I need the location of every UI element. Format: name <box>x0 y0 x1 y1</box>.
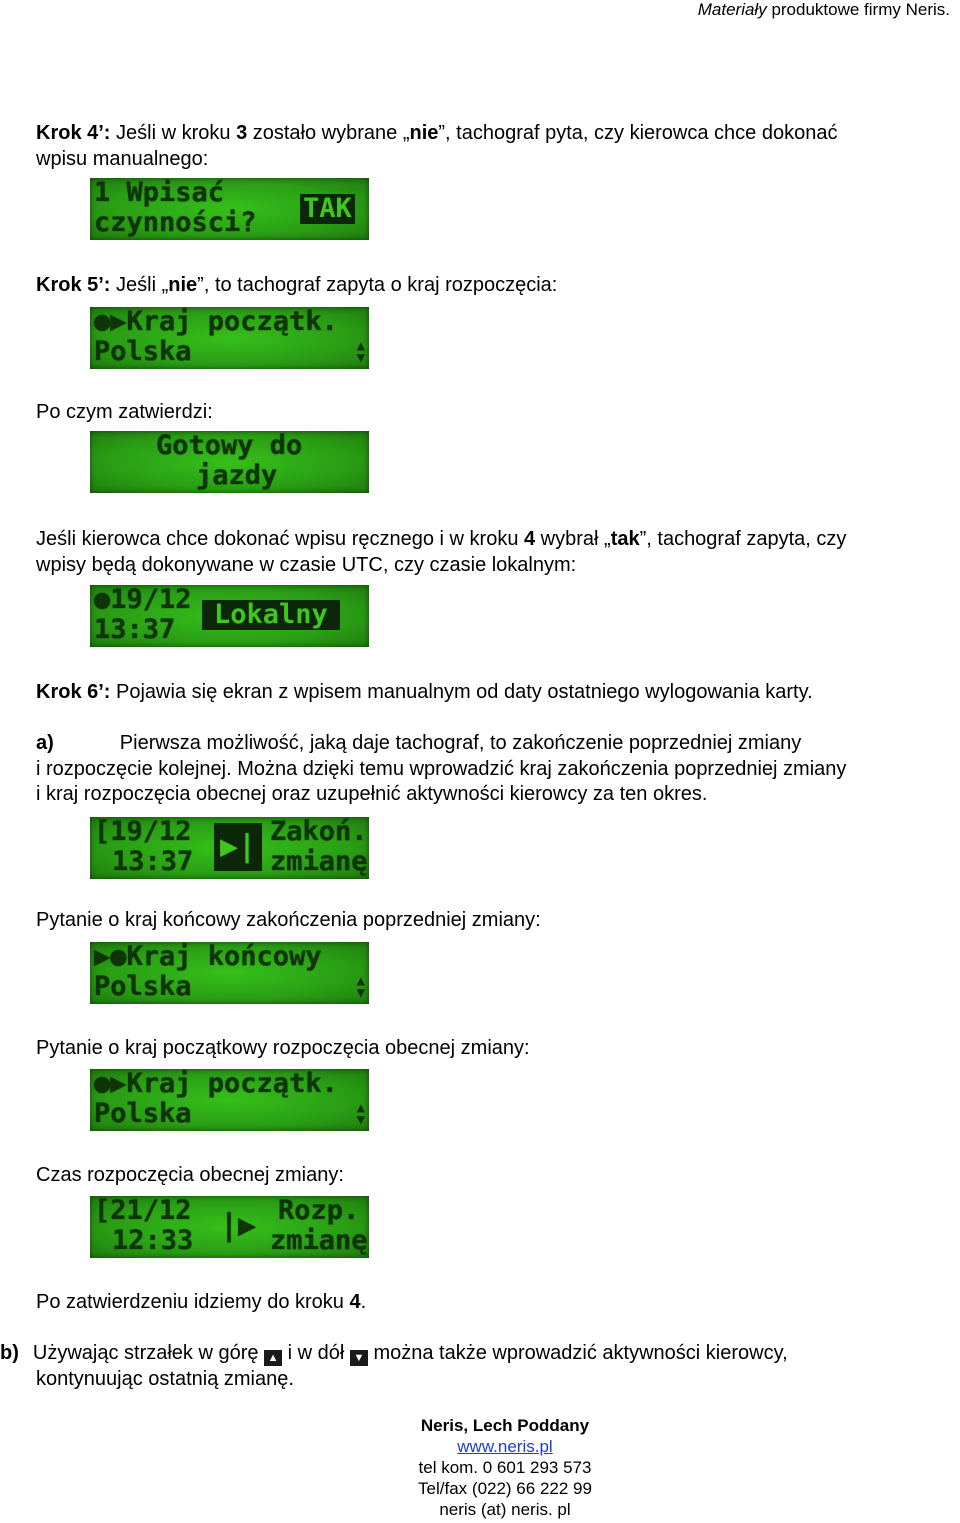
lcd-line2: jazdy <box>196 460 278 491</box>
arrow-down-icon: ▼ <box>356 985 365 1001</box>
arrow-down-icon: ▼ <box>356 350 365 366</box>
pb-t2: i w dół <box>282 1342 350 1364</box>
play-icon: |▶ <box>220 1208 257 1243</box>
lcd-tag2: zmianę <box>270 846 368 877</box>
pb-line1 <box>0 1340 788 1366</box>
footer-tel: tel kom. 0 601 293 573 <box>418 1458 592 1477</box>
lcd-tag: TAK <box>300 194 355 224</box>
confirm-text: Po czym zatwierdzi: <box>36 401 213 423</box>
lcd-gotowy <box>90 431 369 493</box>
step5-t2: ”, to tachograf zapyta o kraj rozpoczęcia: <box>197 274 558 296</box>
manual-t3: ”, tachograf zapyta, czy <box>639 528 847 550</box>
step5-label: Krok 5’: <box>36 274 111 296</box>
lcd-tag1: Zakoń. <box>270 817 368 847</box>
manual-t2: wybrał „ <box>535 528 611 550</box>
manual-line2: wpisy będą dokonywane w czasie UTC, czy czasie lokalnym: <box>36 554 577 576</box>
header-rest: produktowe firmy Neris. <box>766 0 950 19</box>
pa-label: a) <box>36 732 54 754</box>
footer-fax: Tel/fax (022) 66 222 99 <box>418 1479 592 1498</box>
lcd-line2: Polska <box>94 971 192 1002</box>
arrow-up-icon: ▲ <box>356 338 365 354</box>
pb-t3: można także wprowadzić aktywności kierowcy, <box>367 1342 788 1364</box>
pb-label: b) <box>0 1342 19 1364</box>
start-time-text: Czas rozpoczęcia obecnej zmiany: <box>36 1164 344 1186</box>
lcd-line2: czynności? <box>94 207 257 238</box>
lcd-line1: [21/12 <box>94 1196 192 1226</box>
lcd-line2: 12:33 <box>112 1225 194 1256</box>
step6-label: Krok 6’: <box>36 681 111 703</box>
step4-b1: 3 <box>236 122 248 144</box>
page-header <box>698 0 950 20</box>
pb-t1: Używając strzałek w górę <box>32 1342 265 1364</box>
lcd-line1: Gotowy do <box>156 431 303 461</box>
after-t2: . <box>360 1291 367 1313</box>
step4-label: Krok 4’: <box>36 122 111 144</box>
step4-line2: wpisu manualnego: <box>36 148 209 170</box>
lcd-line1: ▶●Kraj końcowy <box>94 942 322 972</box>
lcd-line2: Polska <box>94 336 192 367</box>
arrow-down-key-icon: ▼ <box>350 1350 368 1366</box>
arrow-up-key-icon: ▲ <box>264 1350 282 1366</box>
step5-b1: nie <box>168 274 198 296</box>
lcd-line1: ●▶Kraj początk. <box>94 307 338 337</box>
step4-line1 <box>36 120 837 146</box>
step5-t1: Jeśli „ <box>110 274 169 296</box>
pa-line1-text: Pierwsza możliwość, jaką daje tachograf, to zakończenie poprzedniej zmiany <box>119 732 802 754</box>
lcd-line1: ●19/12 <box>94 585 192 615</box>
footer <box>310 1415 700 1520</box>
q-start-text: Pytanie o kraj początkowy rozpoczęcia obecnej zmiany: <box>36 1037 530 1059</box>
lcd-line2: Polska <box>94 1098 192 1129</box>
arrow-up-icon: ▲ <box>356 973 365 989</box>
pa-line1 <box>36 730 801 756</box>
lcd-kraj-poczatk-2 <box>90 1069 369 1131</box>
lcd-wpisac <box>90 178 369 240</box>
pa-line2: i rozpoczęcie kolejnej. Można dzięki temu wprowadzić kraj zakończenia poprzedniej zmiany <box>36 758 847 780</box>
step5-line <box>36 272 557 298</box>
lcd-line2: 13:37 <box>112 846 194 877</box>
skip-end-icon: ▶| <box>214 823 262 871</box>
lcd-line1: [19/12 <box>94 817 192 847</box>
lcd-kraj-poczatk-1 <box>90 307 369 369</box>
manual-line1 <box>36 526 846 552</box>
manual-b2: tak <box>610 528 640 550</box>
manual-b1: 4 <box>524 528 536 550</box>
pb-line2: kontynuując ostatnią zmianę. <box>36 1368 294 1390</box>
footer-url-link[interactable]: www.neris.pl <box>457 1437 553 1456</box>
lcd-line2: 13:37 <box>94 614 176 645</box>
footer-name: Neris, Lech Poddany <box>420 1416 590 1435</box>
after-t1: Po zatwierdzeniu idziemy do kroku <box>36 1291 350 1313</box>
footer-mail: neris (at) neris. pl <box>439 1500 571 1519</box>
lcd-tag1: Rozp. <box>278 1196 360 1226</box>
pa-line3: i kraj rozpoczęcia obecnej oraz uzupełnić aktywności kierowcy za ten okres. <box>36 783 708 805</box>
lcd-tag: Lokalny <box>202 600 340 630</box>
step6-line <box>36 679 813 705</box>
arrow-up-icon: ▲ <box>356 1100 365 1116</box>
lcd-rozp-zmiane <box>90 1196 369 1258</box>
lcd-lokalny <box>90 585 369 647</box>
q-end-text: Pytanie o kraj końcowy zakończenia poprzedniej zmiany: <box>36 909 541 931</box>
lcd-line1: 1 Wpisać <box>94 178 225 208</box>
step4-t2: zostało wybrane „ <box>247 122 410 144</box>
after-line <box>36 1289 366 1315</box>
lcd-line1: ●▶Kraj początk. <box>94 1069 338 1099</box>
step6-text: Pojawia się ekran z wpisem manualnym od daty ostatniego wylogowania karty. <box>110 681 813 703</box>
step4-b2: nie <box>409 122 439 144</box>
header-italic: Materiały <box>697 0 767 19</box>
step4-t1: Jeśli w kroku <box>110 122 237 144</box>
step4-t3: ”, tachograf pyta, czy kierowca chce dokonać <box>438 122 838 144</box>
after-b1: 4 <box>349 1291 361 1313</box>
lcd-kraj-koncowy <box>90 942 369 1004</box>
lcd-tag2: zmianę <box>270 1225 368 1256</box>
manual-t1: Jeśli kierowca chce dokonać wpisu ręcznego i w kroku <box>36 528 524 550</box>
lcd-zakon-zmiane <box>90 817 369 879</box>
arrow-down-icon: ▼ <box>356 1112 365 1128</box>
